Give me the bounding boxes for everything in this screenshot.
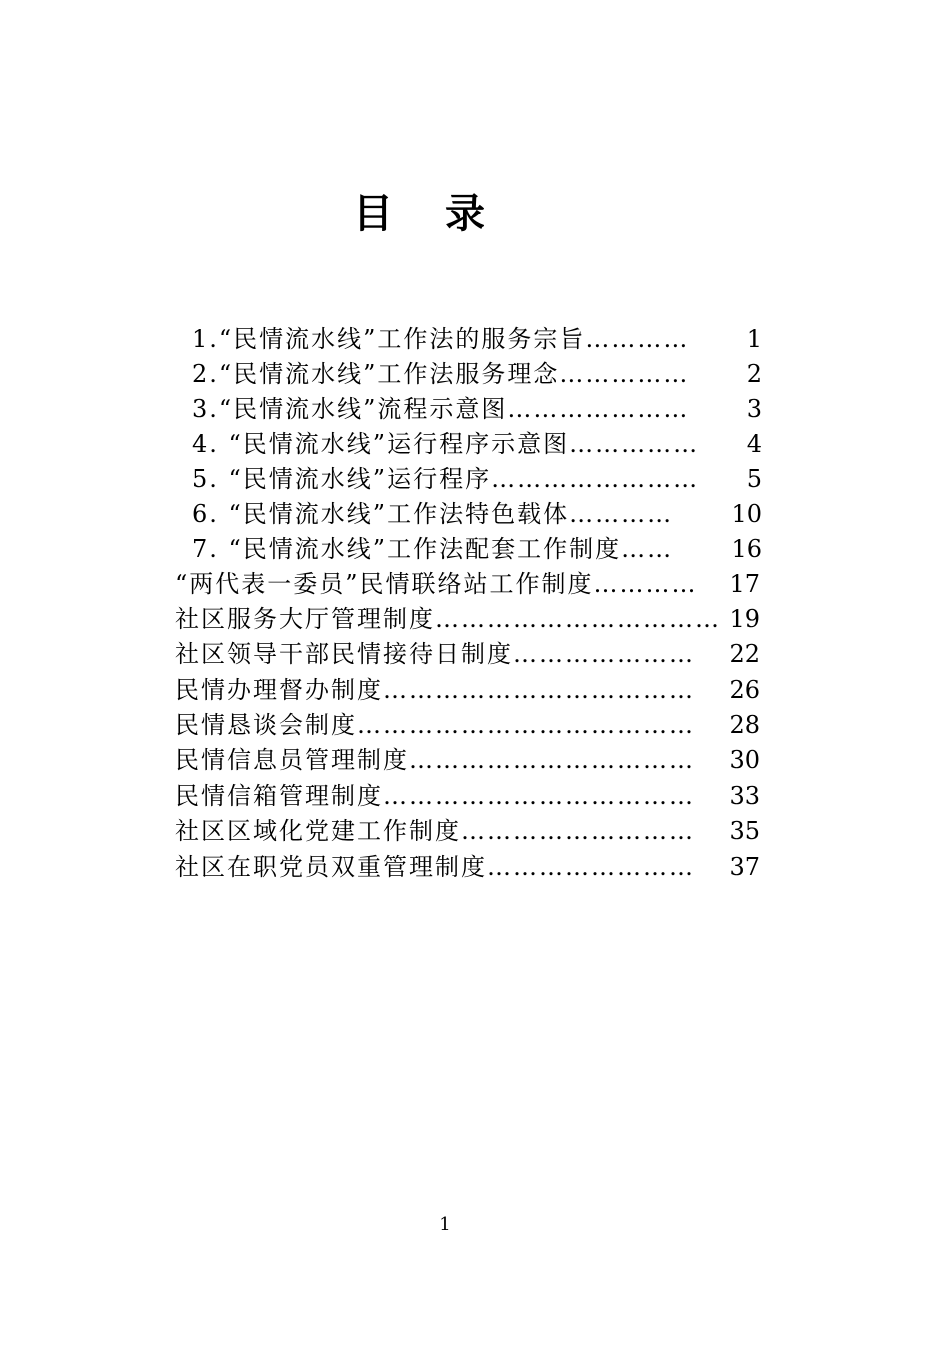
toc-entry-3[interactable]: [192, 392, 762, 427]
toc-entry-page: 22: [729, 640, 760, 668]
toc-entry-page: 37: [729, 853, 760, 881]
toc-entry-title: 4. “民情流水线”运行程序示意图……………: [192, 430, 700, 458]
toc-entry-11[interactable]: [175, 673, 760, 708]
toc-entry-15[interactable]: [175, 814, 760, 849]
toc-entry-title: 6. “民情流水线”工作法特色载体…………: [192, 500, 674, 528]
toc-entry-14[interactable]: [175, 779, 760, 814]
toc-entry-5[interactable]: [192, 462, 762, 497]
toc-entry-title: 2.“民情流水线”工作法服务理念……………: [192, 360, 690, 388]
toc-entry-page: 16: [731, 535, 762, 563]
page-number: 1: [439, 1214, 451, 1235]
toc-entry-13[interactable]: [175, 743, 760, 778]
toc-entry-page: 33: [729, 782, 760, 810]
toc-entry-4[interactable]: [192, 427, 762, 462]
toc-entry-title: “两代表一委员”民情联络站工作制度…………: [175, 570, 698, 598]
toc-entry-page: 1: [746, 325, 762, 353]
toc-entry-title: 7. “民情流水线”工作法配套工作制度……: [192, 535, 674, 563]
toc-entry-title: 5. “民情流水线”运行程序……………………: [192, 465, 700, 493]
toc-entry-8[interactable]: [175, 567, 760, 602]
toc-entry-title: 社区区域化党建工作制度………………………: [175, 817, 695, 845]
toc-entry-page: 30: [729, 746, 760, 774]
toc-entry-title: 3.“民情流水线”流程示意图…………………: [192, 395, 690, 423]
toc-entry-title: 社区领导干部民情接待日制度…………………: [175, 640, 695, 668]
toc-entry-9[interactable]: [175, 602, 760, 637]
toc-entry-10[interactable]: [175, 637, 760, 672]
toc-entry-page: 35: [729, 817, 760, 845]
toc-entry-12[interactable]: [175, 708, 760, 743]
toc-entry-page: 3: [746, 395, 762, 423]
toc-entry-page: 10: [731, 500, 762, 528]
toc-entry-page: 5: [746, 465, 762, 493]
toc-entry-2[interactable]: [192, 357, 762, 392]
toc-entry-title: 民情恳谈会制度…………………………………: [175, 711, 695, 739]
toc-entry-6[interactable]: [192, 497, 762, 532]
toc-entry-title: 民情信箱管理制度………………………………: [175, 782, 695, 810]
toc-entry-title: 社区在职党员双重管理制度……………………: [175, 853, 695, 881]
toc-entry-page: 2: [746, 360, 762, 388]
toc-entry-page: 4: [746, 430, 762, 458]
toc-entry-page: 26: [729, 676, 760, 704]
toc-entry-16[interactable]: [175, 850, 760, 885]
toc-entry-title: 民情信息员管理制度……………………………: [175, 746, 695, 774]
toc-entry-7[interactable]: [192, 532, 762, 567]
toc-entry-page: 17: [729, 570, 760, 598]
toc-entry-title: 1.“民情流水线”工作法的服务宗旨…………: [192, 325, 690, 353]
page-title: 目录: [353, 190, 537, 237]
toc-entry-page: 19: [729, 605, 760, 633]
toc-entry-title: 社区服务大厅管理制度……………………………: [175, 605, 721, 633]
toc-entry-page: 28: [729, 711, 760, 739]
toc-entry-1[interactable]: [192, 322, 762, 357]
toc-entry-title: 民情办理督办制度………………………………: [175, 676, 695, 704]
